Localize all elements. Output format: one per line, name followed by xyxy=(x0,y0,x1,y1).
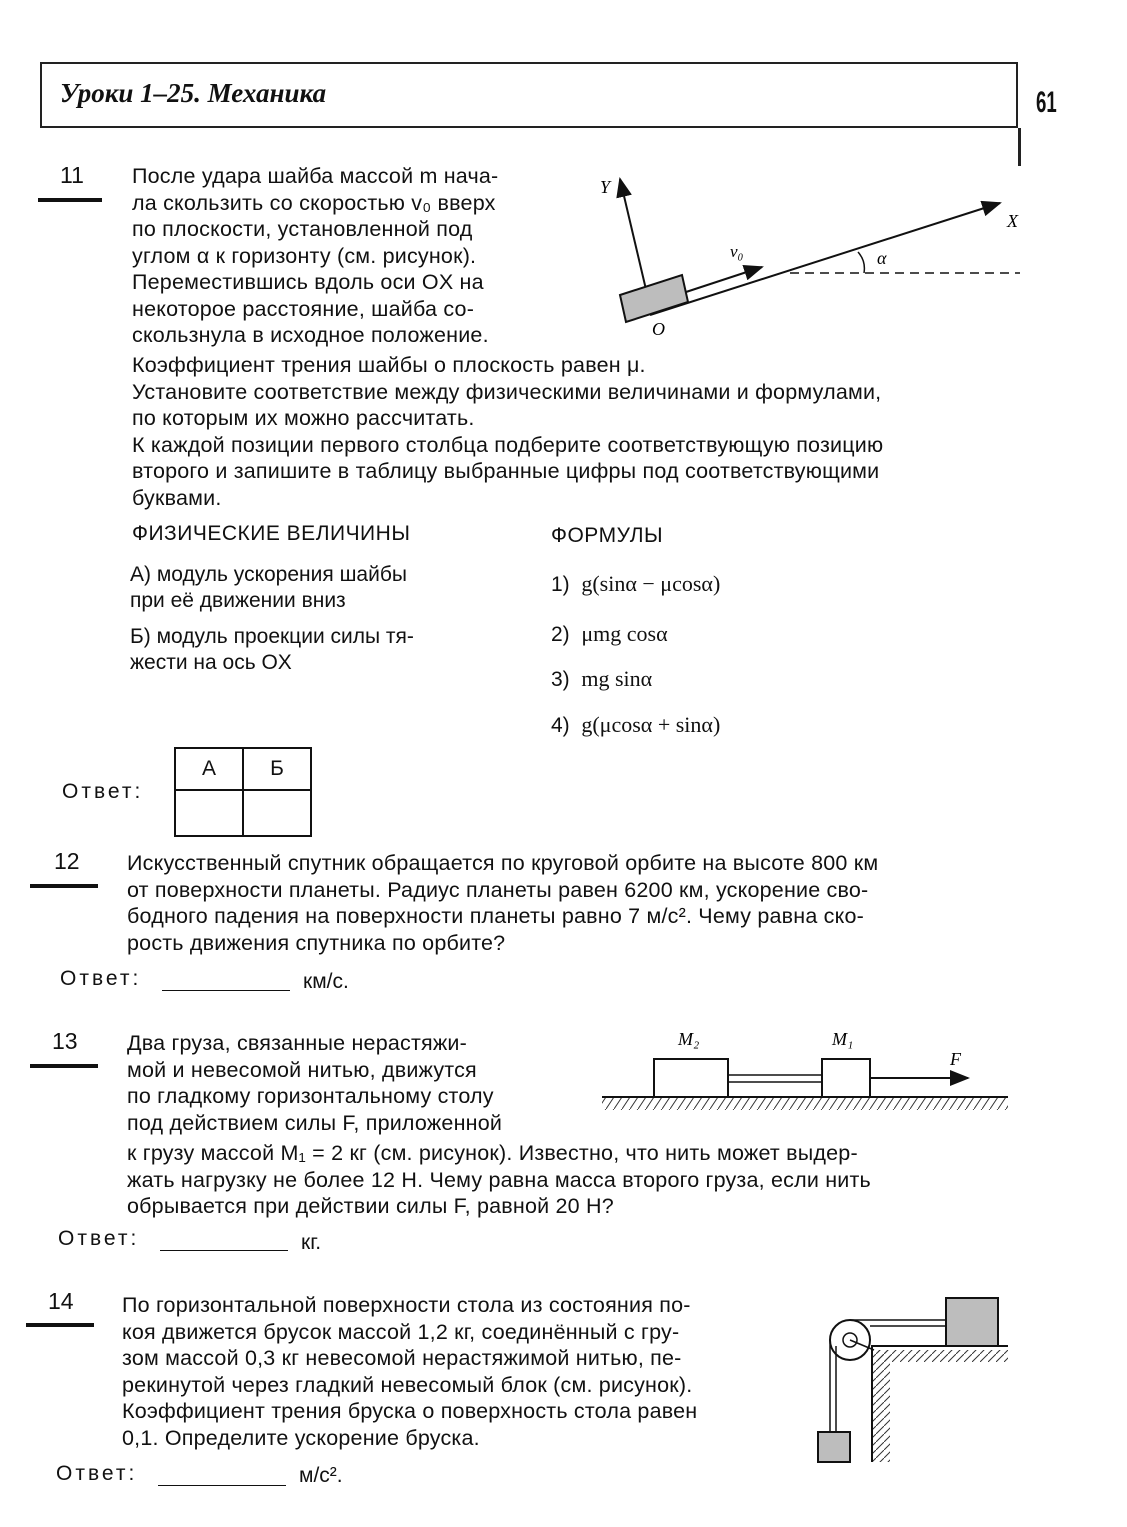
q11-line: по плоскости, установленной под xyxy=(132,217,473,241)
formula-1-expr: g(sinα − μcosα) xyxy=(581,571,721,596)
q11-line: Переместившись вдоль оси OX на xyxy=(132,270,484,294)
q13-number-rule xyxy=(30,1064,98,1068)
formulas-heading: ФОРМУЛЫ xyxy=(551,524,664,547)
label-f: F xyxy=(950,1049,961,1069)
q13-line: обрывается при действии силы F, равной 20 Н? xyxy=(127,1194,614,1218)
q11-line: К каждой позиции первого столбца подберите соответствующую позицию xyxy=(132,432,884,457)
q12-answer-blank[interactable] xyxy=(162,990,290,991)
quantities-heading: ФИЗИЧЕСКИЕ ВЕЛИЧИНЫ xyxy=(132,522,411,545)
q13-number: 13 xyxy=(52,1028,78,1054)
answer-cell-a[interactable] xyxy=(175,790,243,836)
block-m1 xyxy=(822,1059,870,1097)
q13-text-wrapped xyxy=(127,1030,576,1136)
quantity-a-line2: при её движении вниз xyxy=(130,589,346,612)
formula-3-expr: mg sinα xyxy=(581,666,653,691)
q12-answer-unit: км/с. xyxy=(303,970,349,993)
formula-1 xyxy=(551,571,720,597)
table-leg-hatching xyxy=(872,1350,890,1462)
header-divider xyxy=(1018,128,1021,166)
label-v0: v₀ xyxy=(730,242,744,261)
q13-line: под действием силы F, приложенной xyxy=(127,1110,503,1135)
q11-line: буквами. xyxy=(132,485,222,510)
formula-4-expr: g(μcosα + sinα) xyxy=(581,712,721,737)
q11-answer-label: Ответ: xyxy=(62,780,144,803)
q13-answer-label: Ответ: xyxy=(58,1227,140,1250)
q11-line: Установите соответствие между физическими величинами и формулами, xyxy=(132,379,882,404)
q13-answer-blank[interactable] xyxy=(160,1250,288,1251)
block-on-table xyxy=(946,1298,998,1346)
table-edge xyxy=(872,1346,1008,1462)
label-m1: M₁ xyxy=(832,1029,854,1049)
q14-number: 14 xyxy=(48,1288,74,1314)
q11-line: ла скользить со скоростью v₀ вверх xyxy=(132,190,496,215)
q13-line: по гладкому горизонтальному столу xyxy=(127,1084,494,1108)
section-title: Уроки 1–25. Механика xyxy=(60,78,327,108)
q13-line: мой и невесомой нитью, движутся xyxy=(127,1057,477,1082)
q14-line: По горизонтальной поверхности стола из состояния по- xyxy=(122,1293,691,1317)
q12-line: Искусственный спутник обращается по круговой орбите на высоте 800 км xyxy=(127,851,879,875)
q14-line: зом массой 0,3 кг невесомой нерастяжимой нитью, пе- xyxy=(122,1346,682,1370)
q14-pulley-figure xyxy=(812,1290,1012,1470)
q11-line: скользнула в исходное положение. xyxy=(132,323,489,347)
q14-line: коя движется брусок массой 1,2 кг, соединённый с гру- xyxy=(122,1319,680,1344)
q12-text xyxy=(127,850,1017,956)
block-m2 xyxy=(654,1059,728,1097)
q11-line: Коэффициент трения шайбы о плоскость равен μ. xyxy=(132,353,646,377)
q14-line: рекинутой через гладкий невесомый блок (см. рисунок). xyxy=(122,1372,693,1397)
formula-4 xyxy=(551,712,720,738)
q13-text-full xyxy=(127,1140,1017,1220)
q12-line: от поверхности планеты. Радиус планеты равен 6200 км, ускорение сво- xyxy=(127,877,869,902)
q11-answer-table xyxy=(174,747,312,837)
q14-answer-blank[interactable] xyxy=(158,1485,286,1486)
answer-cell-b[interactable] xyxy=(243,790,311,836)
quantity-a-line1: А) модуль ускорения шайбы xyxy=(130,563,407,586)
angle-arc xyxy=(858,252,864,273)
label-y: Y xyxy=(600,177,611,197)
q12-line: рость движения спутника по орбите? xyxy=(127,930,506,955)
formula-3-num: 3) xyxy=(551,668,570,691)
q11-line: второго и запишите в таблицу выбранные цифры под соответствующими xyxy=(132,459,880,483)
label-m2: M₂ xyxy=(678,1029,700,1049)
formula-2 xyxy=(551,621,668,647)
hanging-weight xyxy=(818,1432,850,1462)
q11-number-rule xyxy=(38,198,102,202)
q11-number: 11 xyxy=(60,162,84,188)
q14-answer-unit: м/с². xyxy=(299,1464,343,1487)
quantity-a xyxy=(130,562,407,614)
q12-line: бодного падения на поверхности планеты равно 7 м/с². Чему равна ско- xyxy=(127,904,864,928)
q11-incline-figure xyxy=(590,165,1030,345)
table-hatching xyxy=(602,1098,1008,1110)
table-header-a: А xyxy=(175,748,243,790)
velocity-arrow xyxy=(686,267,762,292)
quantity-b-line2: жести на ось OX xyxy=(130,651,292,674)
q14-line: 0,1. Определите ускорение бруска. xyxy=(122,1425,480,1450)
q11-text-wrapped xyxy=(132,163,575,349)
quantity-b-line1: Б) модуль проекции силы тя- xyxy=(130,625,414,648)
q13-blocks-figure xyxy=(598,1025,1018,1120)
q12-number-rule xyxy=(30,884,98,888)
formula-2-num: 2) xyxy=(551,623,570,646)
q11-line: некоторое расстояние, шайба со- xyxy=(132,296,475,321)
q14-line: Коэффициент трения бруска о поверхность стола равен xyxy=(122,1399,698,1423)
q14-answer-label: Ответ: xyxy=(56,1462,138,1485)
page-number: 61 xyxy=(1036,86,1057,119)
formula-4-num: 4) xyxy=(551,714,570,737)
label-o: O xyxy=(652,319,665,339)
q12-number: 12 xyxy=(54,848,80,874)
q14-text xyxy=(122,1292,797,1451)
q13-answer-unit: кг. xyxy=(301,1231,322,1254)
x-axis xyxy=(650,203,1000,315)
puck xyxy=(620,275,688,322)
q13-line: жать нагрузку не более 12 Н. Чему равна масса второго груза, если нить xyxy=(127,1167,871,1192)
formula-3 xyxy=(551,666,652,692)
quantity-b xyxy=(130,624,414,676)
q12-answer-label: Ответ: xyxy=(60,967,142,990)
label-alpha: α xyxy=(877,248,887,268)
q11-line: углом α к горизонту (см. рисунок). xyxy=(132,243,477,268)
q11-line: по которым их можно рассчитать. xyxy=(132,406,475,430)
q13-line: Два груза, связанные нерастяжи- xyxy=(127,1031,467,1055)
q13-line: к грузу массой M₁ = 2 кг (см. рисунок). Известно, что нить может выдер- xyxy=(127,1141,858,1165)
table-top-hatching xyxy=(878,1350,1008,1362)
q14-number-rule xyxy=(26,1323,94,1327)
formula-2-expr: μmg cosα xyxy=(581,621,668,646)
label-x: X xyxy=(1007,211,1018,231)
q11-line: После удара шайба массой m нача- xyxy=(132,164,499,188)
formula-1-num: 1) xyxy=(551,573,570,596)
table-header-b: Б xyxy=(243,748,311,790)
q11-text-full xyxy=(132,352,1022,511)
